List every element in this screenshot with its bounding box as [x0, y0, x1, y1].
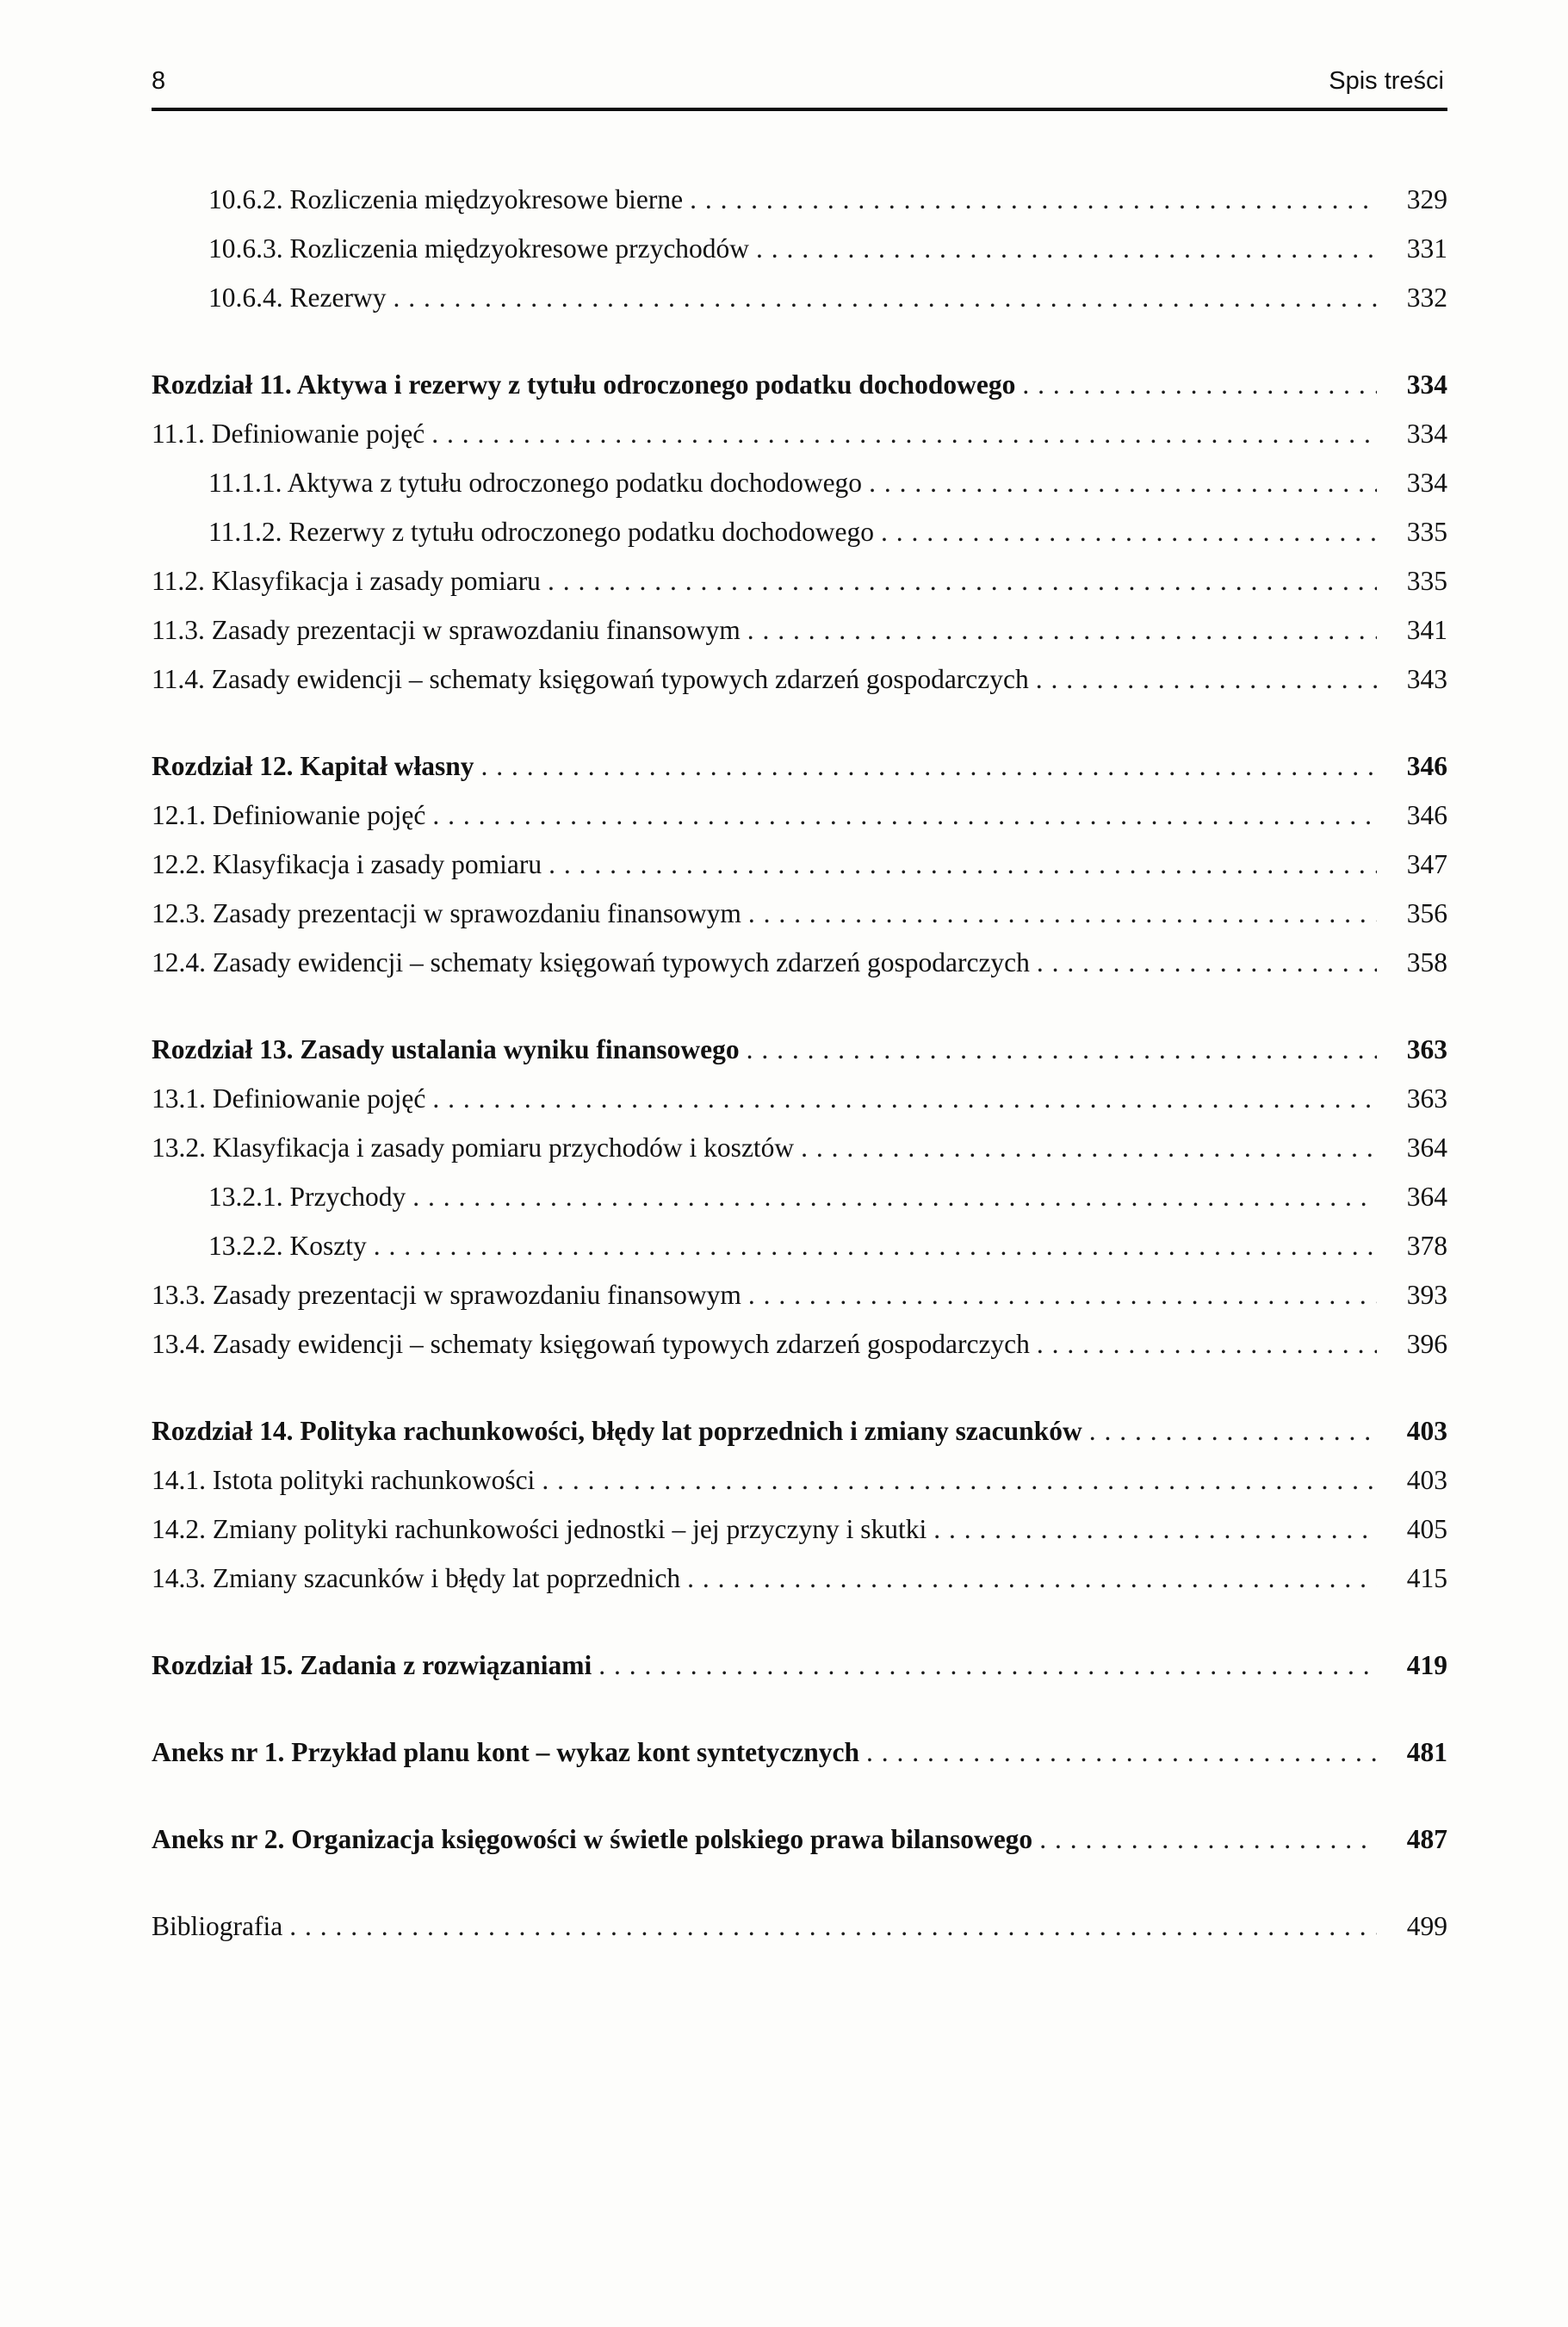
- toc-leader-dots: [690, 175, 1377, 224]
- toc-leader-dots: [801, 1123, 1377, 1172]
- toc-entry-page: 396: [1406, 1329, 1447, 1359]
- toc-leader-dots: [1037, 1319, 1377, 1368]
- toc-entry: [152, 1319, 1447, 1368]
- toc-leader-dots: [756, 224, 1377, 273]
- toc-entry-page: 358: [1406, 947, 1447, 977]
- toc-entry-label: Rozdział 13. Zasady ustalania wyniku finansowego: [152, 1034, 740, 1064]
- toc-leader-dots: [748, 889, 1377, 938]
- toc-entry: [152, 1728, 1447, 1777]
- toc-entry-label: Rozdział 14. Polityka rachunkowości, błędy lat poprzednich i zmiany szacunków: [152, 1416, 1082, 1446]
- toc-entry-label: 10.6.2. Rozliczenia międzyokresowe bierne: [208, 184, 684, 214]
- toc-entry-page: 403: [1406, 1416, 1447, 1446]
- toc-leader-dots: [374, 1221, 1377, 1270]
- toc-entry-label: Aneks nr 2. Organizacja księgowości w świetle polskiego prawa bilansowego: [152, 1824, 1033, 1854]
- toc-leader-dots: [1036, 655, 1377, 704]
- page-number: 8: [152, 67, 166, 95]
- toc-entry-label: 12.3. Zasady prezentacji w sprawozdaniu finansowym: [152, 898, 741, 928]
- toc-entry-page: 329: [1406, 184, 1447, 214]
- toc-entry-page: 378: [1406, 1231, 1447, 1261]
- toc-entry-page: 364: [1406, 1132, 1447, 1163]
- toc-entry-page: 346: [1406, 751, 1447, 781]
- toc-leader-dots: [431, 409, 1377, 458]
- toc-entry-label: 14.3. Zmiany szacunków i błędy lat poprzednich: [152, 1563, 681, 1593]
- toc-leader-dots: [866, 1728, 1377, 1777]
- toc-entry-page: 419: [1406, 1650, 1447, 1680]
- toc-entry: [152, 840, 1447, 889]
- toc-entry-page: 363: [1406, 1083, 1447, 1114]
- toc-entry: [152, 938, 1447, 987]
- toc-leader-dots: [432, 791, 1377, 840]
- toc-entry-page: 335: [1406, 517, 1447, 547]
- toc-leader-dots: [747, 605, 1377, 655]
- toc-leader-dots: [1022, 360, 1377, 409]
- toc-entry-page: 364: [1406, 1182, 1447, 1212]
- toc-entry-page: 356: [1406, 898, 1447, 928]
- running-header-title: Spis treści: [1329, 67, 1444, 95]
- toc-entry: [152, 556, 1447, 605]
- toc-entry-page: 347: [1406, 849, 1447, 879]
- toc-entry-label: Rozdział 11. Aktywa i rezerwy z tytułu odroczonego podatku dochodowego: [152, 369, 1016, 400]
- toc-entry-label: Rozdział 15. Zadania z rozwiązaniami: [152, 1650, 592, 1680]
- running-header: [152, 67, 1447, 108]
- toc-leader-dots: [748, 1270, 1377, 1319]
- toc-entry-label: 14.1. Istota polityki rachunkowości: [152, 1465, 536, 1495]
- toc-entry-page: 405: [1406, 1514, 1447, 1544]
- toc-entry-page: 499: [1406, 1911, 1447, 1941]
- toc-entry: [152, 1815, 1447, 1864]
- toc-entry: [152, 1221, 1447, 1270]
- toc-entry-page: 487: [1406, 1824, 1447, 1854]
- toc-entry-label: Aneks nr 1. Przykład planu kont – wykaz kont syntetycznych: [152, 1737, 860, 1767]
- toc-entry-label: Rozdział 12. Kapitał własny: [152, 751, 474, 781]
- toc-leader-dots: [881, 507, 1377, 556]
- toc-entry-label: 10.6.3. Rozliczenia międzyokresowe przychodów: [208, 233, 750, 264]
- toc-entry: [152, 1074, 1447, 1123]
- toc-leader-dots: [393, 273, 1377, 322]
- toc-entry: [152, 360, 1447, 409]
- toc-entry: [152, 605, 1447, 655]
- toc-leader-dots: [687, 1554, 1377, 1603]
- toc-entry-label: 11.4. Zasady ewidencji – schematy księgowań typowych zdarzeń gospodarczych: [152, 664, 1029, 694]
- toc-entry-page: 481: [1406, 1737, 1447, 1767]
- toc-entry: [152, 1641, 1447, 1690]
- toc-entry: [152, 1505, 1447, 1554]
- toc-leader-dots: [412, 1172, 1377, 1221]
- toc-entry-label: 12.2. Klasyfikacja i zasady pomiaru: [152, 849, 542, 879]
- toc-entry-label: 14.2. Zmiany polityki rachunkowości jednostki – jej przyczyny i skutki: [152, 1514, 927, 1544]
- toc-entry-label: 12.1. Definiowanie pojęć: [152, 800, 426, 830]
- toc-leader-dots: [598, 1641, 1377, 1690]
- toc-leader-dots: [289, 1902, 1377, 1951]
- toc-entry: [152, 507, 1447, 556]
- toc-entry-label: 11.2. Klasyfikacja i zasady pomiaru: [152, 566, 541, 596]
- toc-entry: [152, 224, 1447, 273]
- toc-entry: [152, 458, 1447, 507]
- toc-entry-page: 343: [1406, 664, 1447, 694]
- toc-leader-dots: [542, 1455, 1377, 1505]
- toc-leader-dots: [1037, 938, 1377, 987]
- toc-entry-label: 12.4. Zasady ewidencji – schematy księgowań typowych zdarzeń gospodarczych: [152, 947, 1030, 977]
- toc-entry-label: 13.3. Zasady prezentacji w sprawozdaniu finansowym: [152, 1280, 741, 1310]
- toc-entry-page: 415: [1406, 1563, 1447, 1593]
- toc-entry-label: 13.2.2. Koszty: [208, 1231, 367, 1261]
- toc-list: [152, 175, 1447, 1951]
- toc-entry: [152, 1123, 1447, 1172]
- toc-entry: [152, 1172, 1447, 1221]
- toc-entry: [152, 409, 1447, 458]
- toc-entry-page: 341: [1406, 615, 1447, 645]
- toc-leader-dots: [432, 1074, 1377, 1123]
- toc-entry-label: 11.1. Definiowanie pojęć: [152, 419, 425, 449]
- toc-entry: [152, 1554, 1447, 1603]
- toc-leader-dots: [1089, 1406, 1377, 1455]
- toc-entry-page: 332: [1406, 282, 1447, 313]
- toc-entry-label: Bibliografia: [152, 1911, 283, 1941]
- toc-entry: [152, 175, 1447, 224]
- toc-leader-dots: [548, 840, 1377, 889]
- header-rule: [152, 108, 1447, 111]
- toc-entry-page: 403: [1406, 1465, 1447, 1495]
- toc-entry: [152, 791, 1447, 840]
- toc-entry-label: 13.4. Zasady ewidencji – schematy księgowań typowych zdarzeń gospodarczych: [152, 1329, 1030, 1359]
- toc-leader-dots: [869, 458, 1377, 507]
- toc-entry-label: 10.6.4. Rezerwy: [208, 282, 387, 313]
- toc-entry-page: 393: [1406, 1280, 1447, 1310]
- toc-leader-dots: [747, 1025, 1377, 1074]
- toc-entry-label: 13.2.1. Przychody: [208, 1182, 406, 1212]
- toc-entry-page: 346: [1406, 800, 1447, 830]
- toc-entry-label: 13.1. Definiowanie pojęć: [152, 1083, 426, 1114]
- toc-entry: [152, 889, 1447, 938]
- toc-entry: [152, 273, 1447, 322]
- toc-entry: [152, 655, 1447, 704]
- toc-entry-page: 331: [1406, 233, 1447, 264]
- toc-entry-page: 334: [1406, 369, 1447, 400]
- toc-entry-page: 363: [1406, 1034, 1447, 1064]
- toc-entry-page: 334: [1406, 468, 1447, 498]
- toc-entry-label: 11.1.1. Aktywa z tytułu odroczonego podatku dochodowego: [208, 468, 863, 498]
- toc-leader-dots: [1039, 1815, 1377, 1864]
- toc-entry: [152, 1902, 1447, 1951]
- toc-entry-page: 335: [1406, 566, 1447, 596]
- toc-entry: [152, 742, 1447, 791]
- toc-leader-dots: [548, 556, 1377, 605]
- toc-leader-dots: [481, 742, 1377, 791]
- toc-entry-label: 11.3. Zasady prezentacji w sprawozdaniu finansowym: [152, 615, 741, 645]
- toc-entry: [152, 1455, 1447, 1505]
- toc-entry: [152, 1025, 1447, 1074]
- toc-entry-label: 11.1.2. Rezerwy z tytułu odroczonego podatku dochodowego: [208, 517, 875, 547]
- toc-entry: [152, 1406, 1447, 1455]
- toc-entry-label: 13.2. Klasyfikacja i zasady pomiaru przychodów i kosztów: [152, 1132, 795, 1163]
- toc-leader-dots: [933, 1505, 1377, 1554]
- toc-entry: [152, 1270, 1447, 1319]
- toc-entry-page: 334: [1406, 419, 1447, 449]
